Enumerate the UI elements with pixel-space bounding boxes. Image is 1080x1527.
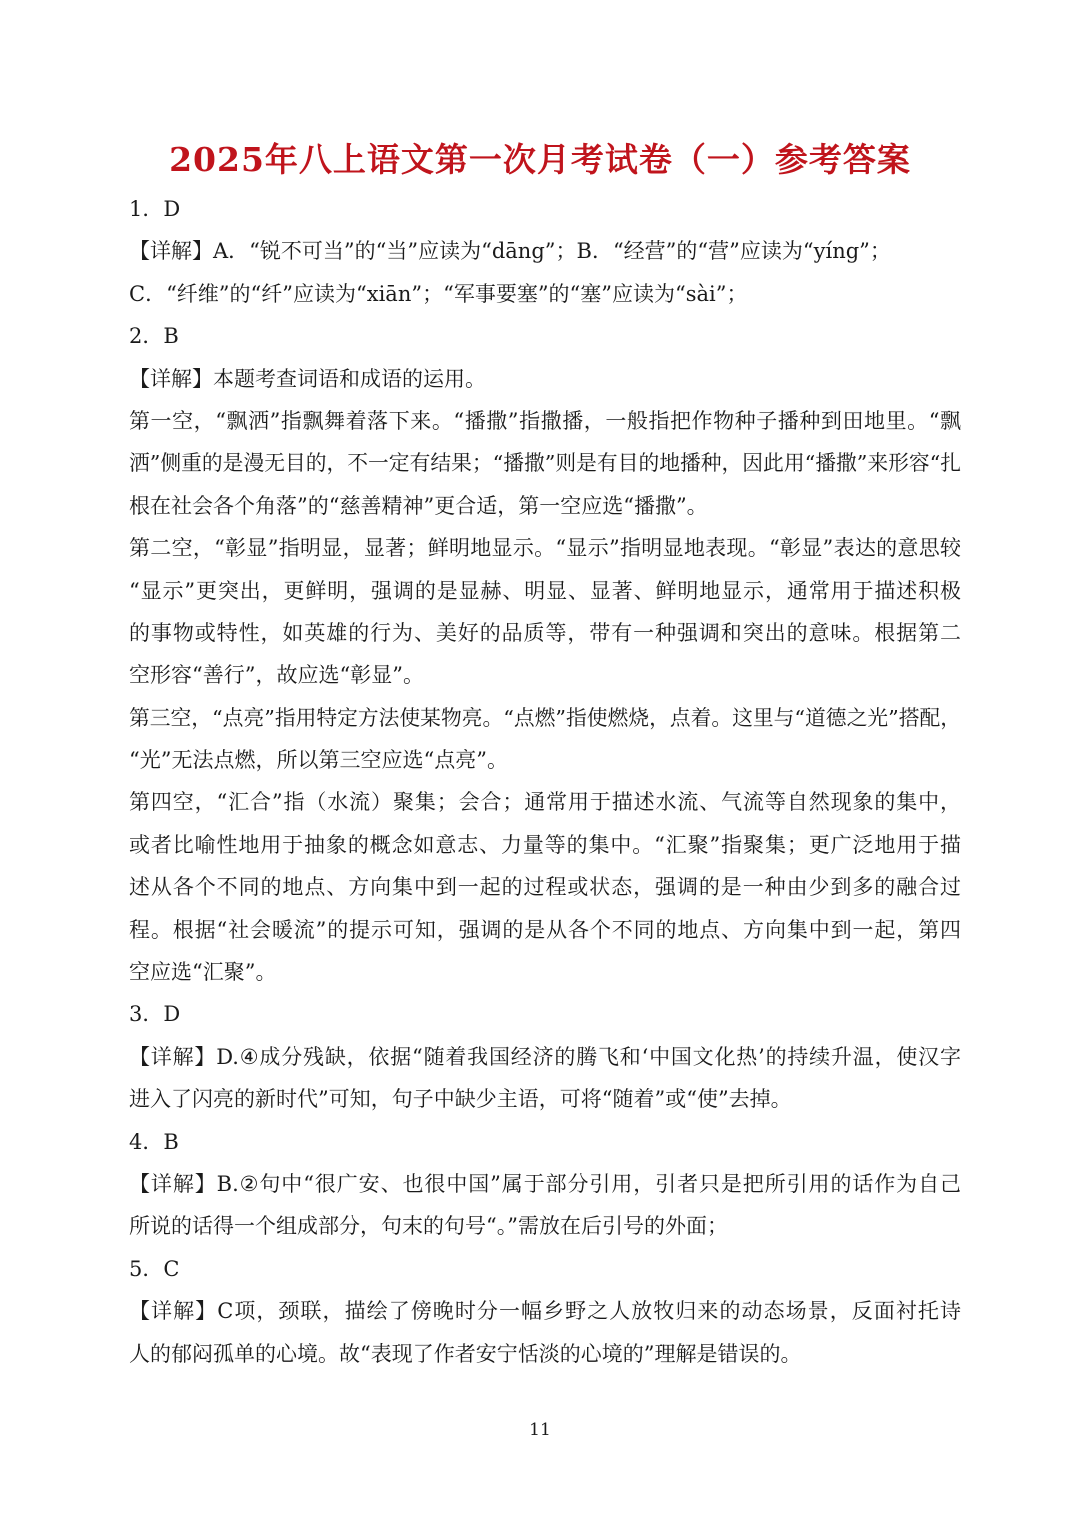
explanation-line: 第二空，“彰显”指明显，显著；鲜明地显示。“显示”指明显地表现。“彰显”表达的意思较	[129, 536, 961, 561]
answer-key-line: 1．D	[129, 197, 181, 221]
answer-key-line: 5．C	[129, 1256, 180, 1281]
explanation-line: 的事物或特性，如英雄的行为、美好的品质等，带有一种强调和突出的意味。根据第二	[129, 620, 961, 645]
page-number: 11	[529, 1420, 551, 1440]
explanation-line: “显示”更突出，更鲜明，强调的是显赫、明显、显著、鲜明地显示，通常用于描述积极	[129, 578, 961, 603]
explanation-line: 空应选“汇聚”。	[129, 960, 277, 985]
explanation-line: 或者比喻性地用于抽象的概念如意志、力量等的集中。“汇聚”指聚集；更广泛地用于描	[129, 832, 961, 857]
explanation-line: 进入了闪亮的新时代”可知，句子中缺少主语，可将“随着”或“使”去掉。	[129, 1087, 792, 1112]
explanation-line: 所说的话得一个组成部分，句末的句号“。”需放在后引号的外面；	[129, 1214, 728, 1239]
explanation-line: 【详解】本题考查词语和成语的运用。	[129, 366, 486, 391]
explanation-line: 洒”侧重的是漫无目的，不一定有结果；“播撒”则是有目的地播种，因此用“播撒”来形容“扎	[129, 451, 962, 476]
explanation-line: “光”无法点燃，所以第三空应选“点亮”。	[129, 748, 508, 773]
explanation-line: 空形容“善行”，故应选“彰显”。	[129, 663, 424, 688]
explanation-line: 述从各个不同的地点、方向集中到一起的过程或状态，强调的是一种由少到多的融合过	[129, 875, 961, 900]
explanation-line: 【详解】D.④成分残缺，依据“随着我国经济的腾飞和‘中国文化热’的持续升温，使汉字	[129, 1044, 961, 1069]
explanation-line: 人的郁闷孤单的心境。故“表现了作者安宁恬淡的心境的”理解是错误的。	[129, 1341, 802, 1366]
explanation-line: 【详解】A．“锐不可当”的“当”应读为“dāng”；B．“经营”的“营”应读为“yíng”；	[129, 239, 891, 264]
explanation-line: 【详解】B.②句中“很广安、也很中国”属于部分引用，引者只是把所引用的话作为自己	[129, 1171, 961, 1196]
explanation-line: 第四空，“汇合”指（水流）聚集；会合；通常用于描述水流、气流等自然现象的集中，	[129, 790, 961, 815]
explanation-line: 第一空，“飘洒”指飘舞着落下来。“播撒”指撒播，一般指把作物种子播种到田地里。“飘	[129, 408, 961, 433]
explanation-line: 第三空，“点亮”指用特定方法使某物亮。“点燃”指使燃烧，点着。这里与“道德之光”搭配，	[129, 705, 962, 730]
answer-key-line: 2．B	[129, 324, 179, 349]
answer-body	[129, 188, 961, 1375]
explanation-line: C．“纤维”的“纤”应读为“xiān”；“军事要塞”的“塞”应读为“sài”；	[129, 281, 748, 306]
explanation-line: 根在社会各个角落”的“慈善精神”更合适，第一空应选“播撒”。	[129, 493, 708, 518]
document-title: 2025年八上语文第一次月考试卷（一）参考答案	[169, 140, 911, 179]
explanation-line: 【详解】C项，颈联，描绘了傍晚时分一幅乡野之人放牧归来的动态场景，反面衬托诗	[129, 1299, 961, 1324]
explanation-line: 程。根据“社会暖流”的提示可知，强调的是从各个不同的地点、方向集中到一起，第四	[129, 917, 961, 942]
answer-key-line: 4．B	[129, 1129, 179, 1154]
answer-key-line: 3．D	[129, 1002, 181, 1027]
